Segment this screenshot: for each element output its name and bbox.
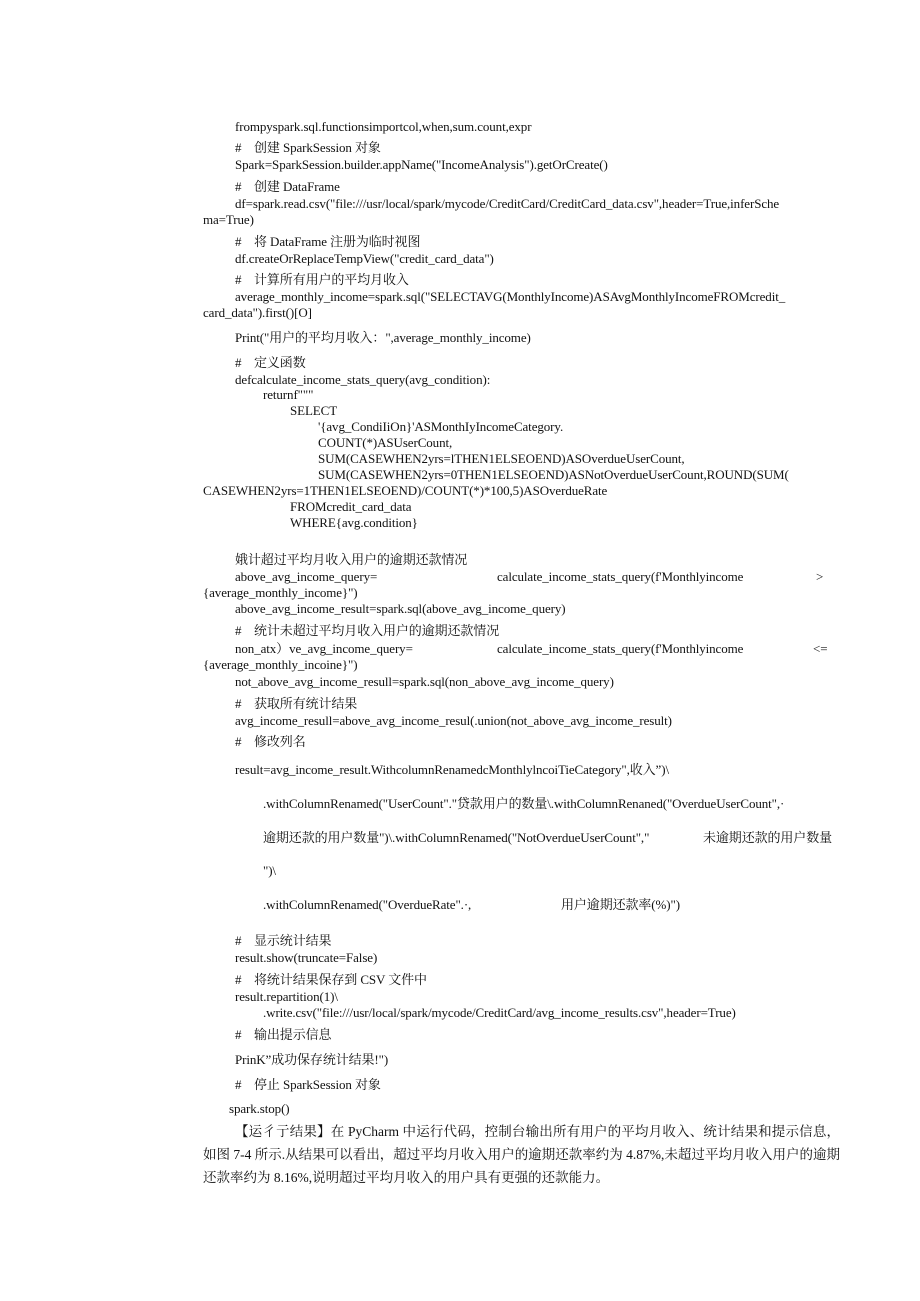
code-line: above_avg_income_result=spark.sql(above_avg_income_query) bbox=[235, 601, 566, 616]
code-line: FROMcredit_card_data bbox=[290, 499, 412, 514]
code-line: WHERE{avg.condition} bbox=[290, 515, 418, 530]
code-line: calculate_income_stats_query(f'Monthlyincome bbox=[497, 569, 744, 584]
code-comment: # 将统计结果保存到 CSV 文件中 bbox=[235, 972, 427, 987]
code-comment: # 创建 DataFrame bbox=[235, 179, 340, 194]
code-comment: # 停止 SparkSession 对象 bbox=[235, 1077, 381, 1092]
code-line: 用户逾期还款率(%)") bbox=[561, 897, 680, 912]
code-line: COUNT(*)ASUserCount, bbox=[318, 435, 453, 450]
code-comment: # 定义函数 bbox=[235, 355, 306, 370]
code-line: CASEWHEN2yrs=1THEN1ELSEOEND)/COUNT(*)*100,5)ASOverdueRate bbox=[203, 483, 608, 498]
code-line: Spark=SparkSession.builder.appName("IncomeAnalysis").getOrCreate() bbox=[235, 157, 608, 172]
code-line: df.createOrReplaceTempView("credit_card_data") bbox=[235, 251, 494, 266]
code-comment: 娥计超过平均月收入用户的逾期还款情况 bbox=[235, 552, 468, 567]
code-line: {average_monthly_incoine}") bbox=[203, 657, 358, 672]
code-line: SELECT bbox=[290, 403, 338, 418]
code-line: avg_income_resull=above_avg_income_resul(.union(not_above_avg_income_result) bbox=[235, 713, 672, 728]
code-comment: # 获取所有统计结果 bbox=[235, 696, 358, 711]
code-comment: # 创建 SparkSession 对象 bbox=[235, 140, 381, 155]
code-line: SUM(CASEWHEN2yrs=0THEN1ELSEOEND)ASNotOverdueUserCount,ROUND(SUM( bbox=[318, 467, 789, 482]
code-line: average_monthly_income=spark.sql("SELECTAVG(MonthlyIncome)ASAvgMonthlyIncomeFROMcredit_ bbox=[235, 289, 786, 304]
code-line: non_atx）ve_avg_income_query= bbox=[235, 641, 413, 656]
code-line: 逾期还款的用户数量")\.withColumnRenamed("NotOverdueUserCount"," bbox=[263, 830, 650, 845]
code-line: {average_monthly_income}") bbox=[203, 585, 358, 600]
code-line: > bbox=[816, 569, 824, 584]
code-line: .withColumnRenamed("UserCount"."贷款用户的数量\.withColumnRenaned("OverdueUserCount",· bbox=[263, 796, 785, 811]
code-line: result.repartition(1)\ bbox=[235, 989, 338, 1004]
code-line: SUM(CASEWHEN2yrs=lTHEN1ELSEOEND)ASOverdueUserCount, bbox=[318, 451, 685, 466]
code-line: Print("用户的平均月收入：",average_monthly_income) bbox=[235, 330, 531, 345]
code-line: returnf""" bbox=[263, 387, 314, 402]
code-line: defcalculate_income_stats_query(avg_condition): bbox=[235, 372, 491, 387]
code-line: card_data").first()[O] bbox=[203, 305, 312, 320]
code-line: .withColumnRenamed("OverdueRate".·, bbox=[263, 897, 472, 912]
code-comment: # 将 DataFrame 注册为临时视图 bbox=[235, 234, 421, 249]
code-line: .write.csv("file:///usr/local/spark/mycode/CreditCard/avg_income_results.csv",header=True) bbox=[263, 1005, 736, 1020]
code-comment: # 统计未超过平均月收入用户的逾期还款情况 bbox=[235, 623, 500, 638]
code-line: <= bbox=[813, 641, 828, 656]
code-line: '{avg_CondiIiOn}'ASMonthIyIncomeCategory. bbox=[318, 419, 564, 434]
code-comment: # 修改列名 bbox=[235, 734, 306, 749]
code-line: PrinK”成功保存统计结果!") bbox=[235, 1052, 389, 1067]
code-line: result=avg_income_result.WithcolumnRenamedcMonthlylncoiTieCategory",收入”)\ bbox=[235, 762, 669, 777]
code-line: above_avg_income_query= bbox=[235, 569, 378, 584]
code-line: frompyspark.sql.functionsimportcol,when,sum.count,expr bbox=[235, 119, 532, 134]
code-line: spark.stop() bbox=[229, 1101, 290, 1116]
code-line: result.show(truncate=False) bbox=[235, 950, 378, 965]
code-line: df=spark.read.csv("file:///usr/local/spark/mycode/CreditCard/CreditCard_data.csv",header=True,inferSche bbox=[235, 196, 780, 211]
code-line: not_above_avg_income_resull=spark.sql(non_above_avg_income_query) bbox=[235, 674, 614, 689]
code-comment: # 计算所有用户的平均月收入 bbox=[235, 272, 409, 287]
code-line: calculate_income_stats_query(f'Monthlyincome bbox=[497, 641, 744, 656]
code-line: ma=True) bbox=[203, 212, 254, 227]
code-comment: # 输出提示信息 bbox=[235, 1027, 332, 1042]
code-line: 未逾期还款的用户数量 bbox=[703, 830, 833, 845]
result-paragraph: 【运彳亍结果】在 PyCharm 中运行代码，控制台输出所有用户的平均月收入、统计结果和提示信息，如图 7-4 所示.从结果可以看出，超过平均月收入用户的逾期还款率约为 4.87%,未超过平均月收入用户的逾期还款率约为 8.16%,说明超过平均月收入的用户具有更强的还款能力。 bbox=[203, 1124, 840, 1185]
code-comment: # 显示统计结果 bbox=[235, 933, 332, 948]
code-line: ")\ bbox=[263, 863, 276, 878]
